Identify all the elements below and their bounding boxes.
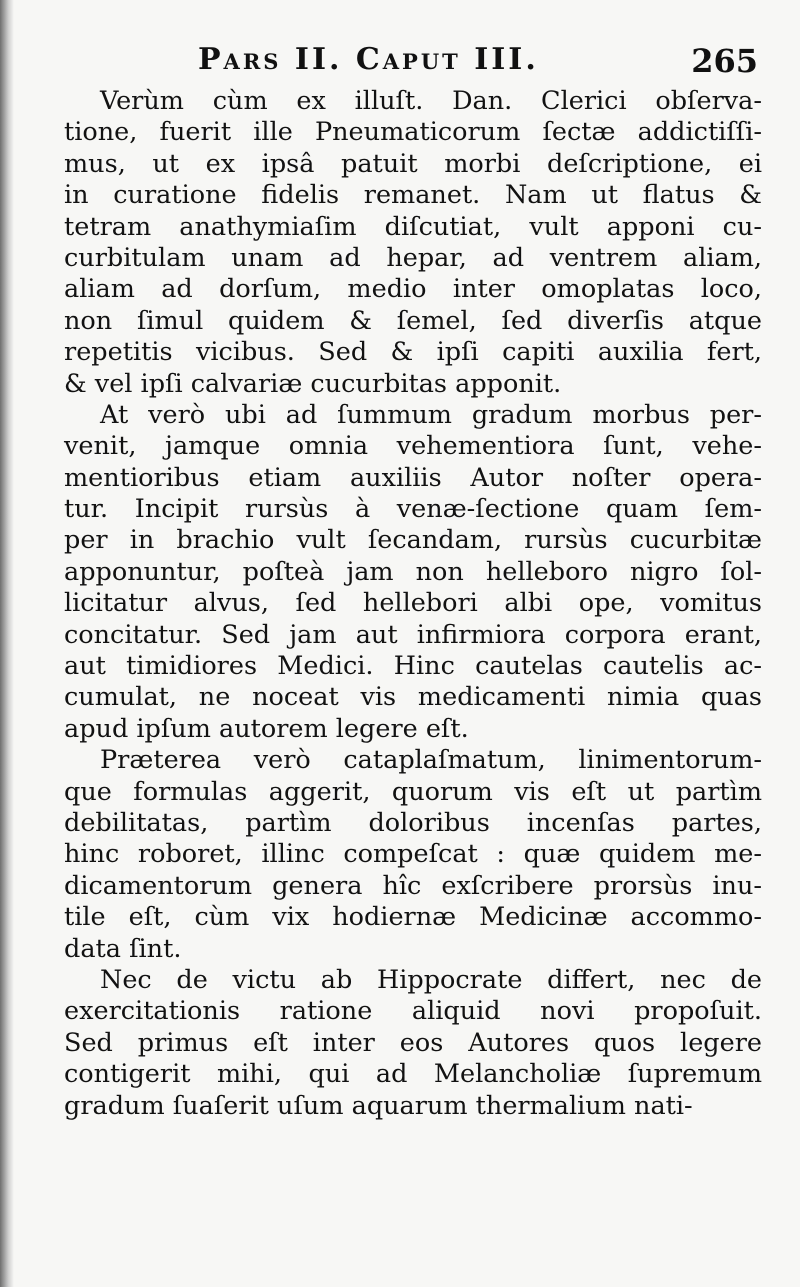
text-line: Verùm cùm ex illuſt. Dan. Clerici obſerva- (100, 86, 762, 116)
text-line: curbitulam unam ad hepar, ad ventrem aliam, (64, 242, 762, 273)
text-line: Præterea verò cataplaſmatum, linimentorum- (100, 745, 762, 776)
text-line: tile eſt, cùm vix hodiernæ Medicinæ accommo- (64, 902, 762, 933)
paragraph (64, 400, 762, 745)
text-line: data ſint. (64, 933, 182, 964)
text-line: gradum ſuaſerit uſum aquarum thermalium nati- (64, 1090, 693, 1121)
text-line: venit, jamque omnia vehementiora ſunt, vehe- (64, 431, 762, 462)
text-line: apponuntur, poſteà jam non helleboro nigro ſol- (64, 556, 762, 587)
running-header (198, 40, 758, 84)
text-line: que formulas aggerit, quorum vis eſt ut partìm (64, 776, 762, 807)
text-line: licitatur alvus, ſed hellebori albi ope, vomitus (64, 588, 762, 619)
text-line: apud ipſum autorem legere eſt. (64, 713, 469, 744)
text-line: tetram anathymiaſim diſcutiat, vult apponi cu- (64, 211, 762, 242)
paragraph (64, 745, 762, 965)
text-line: hinc roboret, illinc compeſcat : quæ quidem me- (64, 839, 762, 870)
text-line: tione, fuerit ille Pneumaticorum ſectæ addictiſſi- (64, 117, 762, 148)
text-line: exercitationis ratione aliquid novi propoſuit. (64, 996, 762, 1027)
body-text (64, 86, 762, 1122)
text-line: dicamentorum genera hîc exſcribere prorsùs inu- (64, 870, 762, 901)
text-line: aut timidiores Medici. Hinc cautelas cautelis ac- (64, 651, 762, 682)
text-line: non ſimul quidem & ſemel, ſed diverſis atque (64, 305, 762, 336)
text-line: in curatione fidelis remanet. Nam ut flatus & (64, 180, 762, 211)
text-line: aliam ad dorſum, medio inter omoplatas loco, (64, 274, 762, 305)
text-line: repetitis vicibus. Sed & ipſi capiti auxilia fert, (64, 337, 762, 368)
text-line: cumulat, ne noceat vis medicamenti nimia quas (64, 682, 762, 713)
text-line: mentioribus etiam auxiliis Autor noſter opera- (64, 462, 762, 493)
paragraph (64, 86, 762, 400)
text-line: per in brachio vult ſecandam, rursùs cucurbitæ (64, 525, 762, 556)
text-line: contigerit mihi, qui ad Melancholiæ ſupremum (64, 1059, 762, 1090)
text-line: Sed primus eſt inter eos Autores quos legere (64, 1027, 762, 1058)
page-number: 265 (691, 42, 758, 80)
page-gutter-shadow (0, 0, 14, 1287)
running-title: Pars II. Caput III. (198, 42, 539, 77)
text-line: & vel ipſi calvariæ cucurbitas apponit. (64, 368, 562, 399)
text-line: mus, ut ex ipsâ patuit morbi deſcriptione, ei (64, 148, 762, 179)
text-line: tur. Incipit rursùs à venæ-ſectione quam ſem- (64, 494, 762, 525)
text-line: concitatur. Sed jam aut infirmiora corpora erant, (64, 619, 762, 650)
text-line: At verò ubi ad ſummum gradum morbus per- (100, 399, 762, 430)
text-line: Nec de victu ab Hippocrate differt, nec de (100, 964, 762, 995)
paragraph (64, 965, 762, 1122)
text-line: debilitatas, partìm doloribus incenſas partes, (64, 807, 762, 838)
